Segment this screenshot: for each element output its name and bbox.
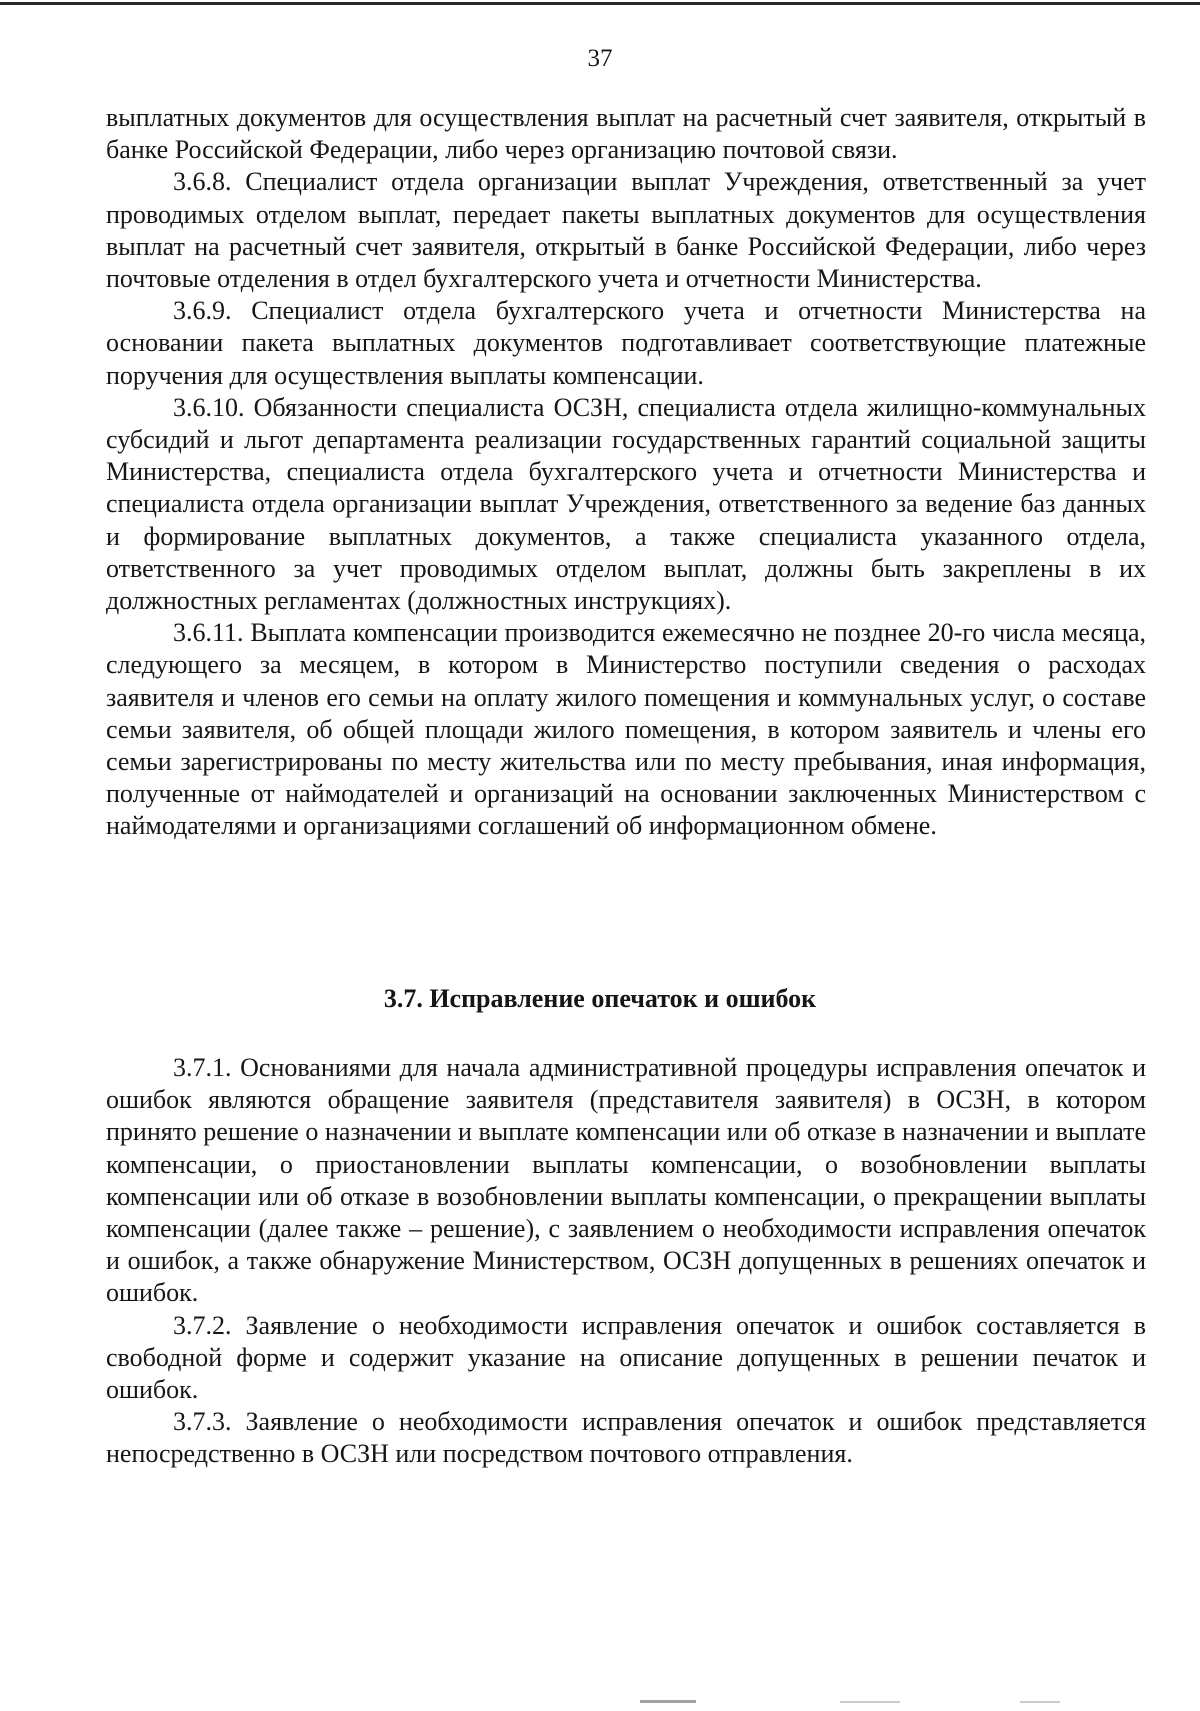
text-block-top: [106, 102, 1146, 843]
scan-artifact: [1020, 1701, 1060, 1703]
section-title: 3.7. Исправление опечаток и ошибок: [383, 984, 817, 1013]
paragraph-continuation: выплатных документов для осуществления выплат на расчетный счет заявителя, открытый в банке Российской Федерации, либо через организацию почтовой связи.: [106, 103, 1146, 165]
paragraph-3-6-10: 3.6.10. Обязанности специалиста ОСЗН, специалиста отдела жилищно-коммунальных субсидий и льгот департамента реализации государственных гарантий социальной защиты Министерства, специалиста отдела бухгалтерского учета и отчетности Министерства и специалиста отдела организации выплат Учреждения, ответственного за ведение баз данных и формирование выплатных документов, а также специалиста указанного отдела, ответственного за учет проводимых отделом выплат, должны быть закреплены в их должностных регламентах (должностных инструкциях).: [106, 392, 1146, 616]
page-number: 37: [587, 45, 613, 72]
top-border-line: [0, 2, 1200, 5]
paragraph-3-7-2: 3.7.2. Заявление о необходимости исправления опечаток и ошибок составляется в свободной форме и содержит указание на описание допущенных в решении печаток и ошибок.: [106, 1310, 1146, 1405]
scan-artifact: [640, 1700, 696, 1703]
paragraph-3-6-11: 3.6.11. Выплата компенсации производится ежемесячно не позднее 20-го числа месяца, следующего за месяцем, в котором в Министерство поступили сведения о расходах заявителя и членов его семьи на оплату жилого помещения и коммунальных услуг, о составе семьи заявителя, об общей площади жилого помещения, в котором заявитель и члены его семьи зарегистрированы по месту жительства или по месту пребывания, иная информация, полученные от наймодателей и организаций на основании заключенных Министерством с наймодателями и организациями соглашений об информационном обмене.: [106, 618, 1146, 841]
paragraph-3-7-3: 3.7.3. Заявление о необходимости исправления опечаток и ошибок представляется непосредственно в ОСЗН или посредством почтового отправления.: [106, 1407, 1146, 1469]
paragraph-3-6-9: 3.6.9. Специалист отдела бухгалтерского учета и отчетности Министерства на основании пакета выплатных документов подготавливает соответствующие платежные поручения для осуществления выплаты компенсации.: [106, 296, 1146, 390]
paragraph-3-7-1: 3.7.1. Основаниями для начала административной процедуры исправления опечаток и ошибок являются обращение заявителя (представителя заявителя) в ОСЗН, в котором принято решение о назначении и выплате компенсации или об отказе в назначении и выплате компенсации, о приостановлении выплаты компенсации, о возобновлении выплаты компенсации или об отказе в возобновлении выплаты компенсации, о прекращении выплаты компенсации (далее также – решение), с заявлением о необходимости исправления опечаток и ошибок, а также обнаружение Министерством, ОСЗН допущенных в решениях опечаток и ошибок.: [106, 1053, 1146, 1308]
text-block-bottom: [106, 1052, 1146, 1471]
paragraph-3-6-8: 3.6.8. Специалист отдела организации выплат Учреждения, ответственный за учет проводимых отделом выплат, передает пакеты выплатных документов для осуществления выплат на расчетный счет заявителя, открытый в банке Российской Федерации, либо через почтовые отделения в отдел бухгалтерского учета и отчетности Министерства.: [106, 167, 1146, 294]
scan-artifact: [840, 1701, 900, 1703]
